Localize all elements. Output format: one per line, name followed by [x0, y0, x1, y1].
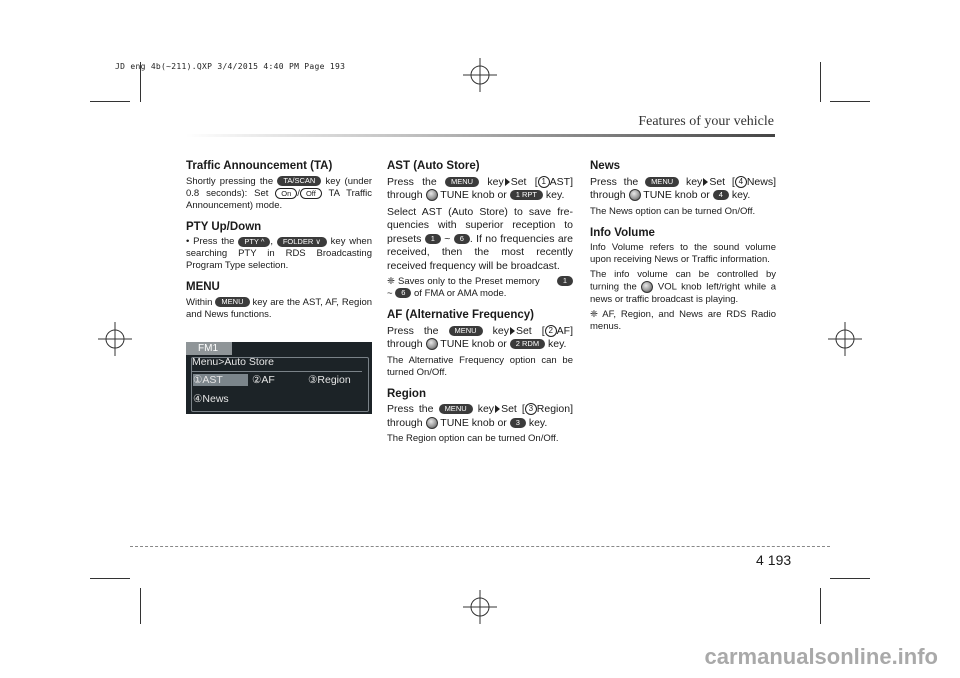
region-text: Region] through	[387, 403, 573, 429]
crop-mark	[140, 588, 141, 624]
display-item-af: ②AF	[252, 374, 275, 386]
news-text: News] through	[590, 175, 776, 201]
radio-display	[186, 342, 372, 414]
crop-mark	[90, 101, 130, 102]
ast-note-text: ❈ Saves only to the Preset memory	[387, 276, 540, 287]
display-band-tab: FM1	[186, 342, 232, 355]
pty-text: key when searching PTY in RDS Broadcasting Program Type selection.	[186, 236, 372, 272]
ast-desc	[387, 206, 573, 274]
menu-text: Within	[186, 296, 213, 308]
menu-key: MENU	[449, 326, 483, 336]
af-text: Press the	[387, 324, 439, 337]
pty-heading: PTY Up/Down	[186, 220, 262, 233]
section-number: 4	[756, 552, 764, 568]
vol-knob-icon	[641, 281, 653, 293]
crop-mark	[830, 578, 870, 579]
region-text: TUNE knob or	[440, 416, 507, 429]
ta-text: TA Traffic Announcement) mode.	[186, 187, 372, 211]
crop-mark	[90, 578, 130, 579]
af-text: TUNE knob or	[440, 338, 507, 350]
crop-mark	[830, 101, 870, 102]
page-num: 193	[767, 552, 792, 568]
pty-comma: ,	[270, 236, 274, 248]
tune-knob-icon	[426, 189, 438, 201]
footer-rule	[130, 546, 830, 547]
news-text: key.	[731, 189, 751, 201]
page-number	[756, 552, 791, 568]
column-right	[590, 160, 776, 336]
ast-desc-text: . If no frequencies are received, then the most recently received frequency will be broadcast.	[387, 232, 573, 272]
news-text: Set [	[709, 175, 735, 188]
af-paragraph	[387, 325, 573, 352]
info-volume-desc: Info Volume refers to the sound volume upon receiving News or Traffic information.	[590, 242, 776, 265]
region-text: key	[477, 403, 495, 415]
news-desc: The News option can be turned On/Off.	[590, 205, 756, 217]
af-text: key	[492, 324, 509, 337]
info-volume-text: VOL knob left/right while a news or traffic broadcast is playing.	[590, 281, 777, 305]
af-heading: AF (Alternative Frequency)	[387, 309, 534, 321]
pty-key: PTY ^	[238, 237, 270, 247]
off-key: Off	[300, 188, 322, 199]
section-header: Features of your vehicle	[638, 114, 774, 129]
display-item-ast: ①AST	[193, 374, 248, 386]
info-volume-text: The info volume can be controlled by turning the	[590, 269, 776, 293]
ta-text: key (under 0.8 seconds): Set	[186, 175, 373, 199]
ast-text: Set [	[510, 175, 538, 188]
ast-text: key	[487, 175, 504, 188]
preset-1-key: 1	[557, 276, 573, 286]
af-text: AF] through	[387, 324, 574, 350]
registration-mark-icon	[463, 590, 497, 624]
number-2-icon: 2	[545, 325, 557, 337]
rdm-key: 2 RDM	[510, 339, 545, 349]
display-menu-title: Menu>Auto Store	[192, 356, 275, 368]
crop-mark	[820, 588, 821, 624]
menu-key: MENU	[445, 177, 479, 187]
menu-heading: MENU	[186, 281, 220, 294]
header-rule	[186, 134, 775, 137]
watermark: carmanualsonline.info	[704, 644, 938, 669]
crop-mark	[820, 62, 821, 102]
display-divider	[192, 371, 362, 372]
tilde: ~	[444, 232, 451, 245]
ast-desc-text: Select AST (Auto Store) to save fre-quencies with superior reception to presets	[387, 205, 573, 245]
ta-scan-key: TA/SCAN	[277, 176, 321, 186]
rds-note: ❈ AF, Region, and News are RDS Radio menus.	[590, 308, 776, 332]
display-item-region: ③Region	[308, 374, 351, 386]
column-left	[186, 160, 372, 324]
menu-key: MENU	[439, 404, 473, 414]
news-text: key	[685, 175, 703, 188]
region-text: key.	[528, 416, 548, 429]
tilde: ~	[387, 288, 393, 299]
af-desc: The Alternative Frequency option can be turned On/Off.	[387, 354, 573, 378]
ta-text: Shortly pressing the	[186, 175, 274, 187]
ast-note-text: of FMA or AMA mode.	[414, 288, 507, 299]
rpt-key: 1 RPT	[510, 190, 543, 200]
news-text: Press the	[590, 175, 639, 188]
pty-paragraph	[186, 236, 372, 272]
arrow-right-icon	[703, 178, 708, 186]
arrow-right-icon	[495, 405, 500, 413]
number-1-icon: 1	[538, 176, 550, 188]
menu-paragraph	[186, 297, 372, 321]
menu-key: MENU	[215, 297, 249, 307]
news-paragraph	[590, 176, 776, 203]
preset-4-key: 4	[713, 190, 729, 200]
region-text: Press the	[387, 403, 434, 415]
registration-mark-icon	[463, 58, 497, 92]
column-middle	[387, 160, 573, 448]
ast-text: key.	[545, 189, 565, 201]
arrow-right-icon	[505, 178, 510, 186]
ast-note	[387, 276, 573, 300]
ta-slash: /	[297, 187, 300, 199]
preset-6-key: 6	[395, 288, 411, 298]
news-heading: News	[590, 160, 621, 172]
info-volume-heading: Info Volume	[590, 226, 655, 239]
preset-1-key: 1	[425, 234, 441, 244]
on-key: On	[275, 188, 297, 199]
folder-key: FOLDER ∨	[277, 237, 327, 247]
arrow-right-icon	[510, 327, 515, 335]
menu-key: MENU	[645, 177, 679, 187]
af-text: key.	[548, 338, 567, 350]
ast-paragraph	[387, 176, 573, 203]
ast-text: AST] through	[387, 175, 574, 201]
info-volume-control	[590, 269, 776, 306]
region-paragraph	[387, 403, 573, 430]
tune-knob-icon	[426, 417, 438, 429]
menu-text: key are the AST, AF, Region and News functions.	[186, 296, 373, 320]
preset-3-key: 3	[510, 418, 526, 428]
display-item-news: ④News	[193, 393, 229, 405]
ta-heading: Traffic Announcement (TA)	[186, 160, 333, 172]
news-text: TUNE knob or	[643, 189, 710, 201]
ast-text: TUNE knob or	[440, 189, 507, 201]
registration-mark-icon	[98, 322, 132, 356]
preset-6-key: 6	[454, 234, 470, 244]
number-3-icon: 3	[525, 403, 537, 415]
region-text: Set [	[501, 403, 525, 415]
ast-heading: AST (Auto Store)	[387, 160, 480, 172]
ast-text: Press the	[387, 175, 437, 188]
ta-paragraph	[186, 176, 372, 212]
tune-knob-icon	[629, 189, 641, 201]
region-heading: Region	[387, 387, 426, 400]
print-slug: JD eng 4b(~211).QXP 3/4/2015 4:40 PM Page 193	[115, 62, 346, 71]
pty-text: • Press the	[186, 236, 235, 248]
af-text: Set [	[515, 324, 545, 337]
region-desc: The Region option can be turned On/Off.	[387, 433, 559, 444]
number-4-icon: 4	[735, 176, 747, 188]
registration-mark-icon	[828, 322, 862, 356]
tune-knob-icon	[426, 338, 438, 350]
